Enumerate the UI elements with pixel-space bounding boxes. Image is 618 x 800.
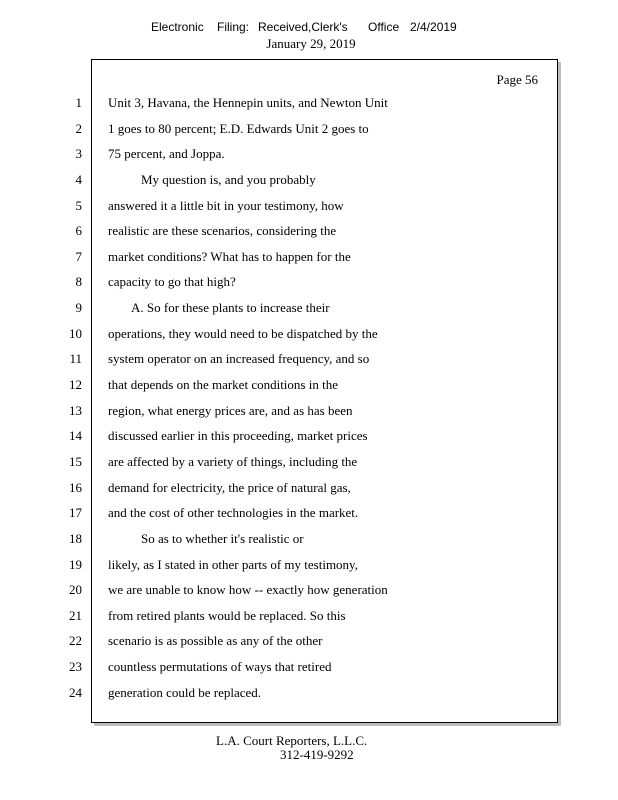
transcript-line: we are unable to know how -- exactly how generation xyxy=(108,582,388,598)
transcript-line: realistic are these scenarios, considering the xyxy=(108,223,337,239)
stamp-filing: Filing: xyxy=(217,20,250,34)
transcript-line: answered it a little bit in your testimony, how xyxy=(108,197,344,213)
stamp-received: Received,Clerk's xyxy=(258,20,348,34)
line-number: 18 xyxy=(69,530,82,546)
transcript-line: and the cost of other technologies in the market. xyxy=(108,505,359,521)
transcript-line: scenario is as possible as any of the other xyxy=(108,633,323,649)
stamp-office: Office xyxy=(368,20,400,34)
line-number: 24 xyxy=(69,684,82,700)
line-number: 12 xyxy=(69,377,82,393)
transcript-line: that depends on the market conditions in the xyxy=(108,377,338,393)
line-number: 22 xyxy=(69,633,82,649)
transcript-text xyxy=(108,93,548,708)
transcript-line: market conditions? What has to happen for the xyxy=(108,248,351,264)
line-number-column xyxy=(60,93,82,708)
line-number: 8 xyxy=(75,274,82,290)
transcript-line: countless permutations of ways that retired xyxy=(108,659,332,675)
transcript-line: 1 goes to 80 percent; E.D. Edwards Unit 2 goes to xyxy=(108,120,369,136)
line-number: 14 xyxy=(69,428,82,444)
stamp-electronic: Electronic xyxy=(151,20,204,34)
line-number: 7 xyxy=(75,248,82,264)
transcript-line: are affected by a variety of things, including the xyxy=(108,453,358,469)
line-number: 11 xyxy=(69,351,82,367)
line-number: 10 xyxy=(69,325,82,341)
line-number: 3 xyxy=(75,146,82,162)
line-number: 4 xyxy=(75,171,82,187)
transcript-line: discussed earlier in this proceeding, market prices xyxy=(108,428,368,444)
stamp-date: 2/4/2019 xyxy=(410,20,457,34)
reporter-phone: 312-419-9292 xyxy=(280,747,354,762)
transcript-line: from retired plants would be replaced. So this xyxy=(108,607,346,623)
transcript-line: My question is, and you probably xyxy=(141,171,316,187)
transcript-line: So as to whether it's realistic or xyxy=(141,530,304,546)
line-number: 23 xyxy=(69,659,82,675)
transcript-line: likely, as I stated in other parts of my testimony, xyxy=(108,556,358,572)
transcript-line: Unit 3, Havana, the Hennepin units, and Newton Unit xyxy=(108,95,388,110)
line-number: 16 xyxy=(69,479,82,495)
line-number: 19 xyxy=(69,556,82,572)
line-number: 2 xyxy=(75,120,82,136)
transcript-line: 75 percent, and Joppa. xyxy=(108,146,225,162)
page-number: Page 56 xyxy=(496,72,538,87)
line-number: 13 xyxy=(69,402,82,418)
transcript-line: A. So for these plants to increase their xyxy=(131,300,330,316)
line-number: 5 xyxy=(75,197,82,213)
line-number: 1 xyxy=(75,95,82,110)
line-number: 9 xyxy=(75,300,82,316)
transcript-line: system operator on an increased frequency, and so xyxy=(108,351,370,367)
transcript-line: region, what energy prices are, and as has been xyxy=(108,402,353,418)
transcript-line: capacity to go that high? xyxy=(108,274,236,290)
line-number: 20 xyxy=(69,582,82,598)
line-number: 6 xyxy=(75,223,82,239)
reporter-company: L.A. Court Reporters, L.L.C. xyxy=(216,733,368,748)
hearing-date: January 29, 2019 xyxy=(266,36,356,51)
line-number: 15 xyxy=(69,453,82,469)
transcript-line: operations, they would need to be dispatched by the xyxy=(108,325,378,341)
line-number: 21 xyxy=(69,607,82,623)
line-number: 17 xyxy=(69,505,82,521)
transcript-line: generation could be replaced. xyxy=(108,684,262,700)
transcript-line: demand for electricity, the price of natural gas, xyxy=(108,479,351,495)
